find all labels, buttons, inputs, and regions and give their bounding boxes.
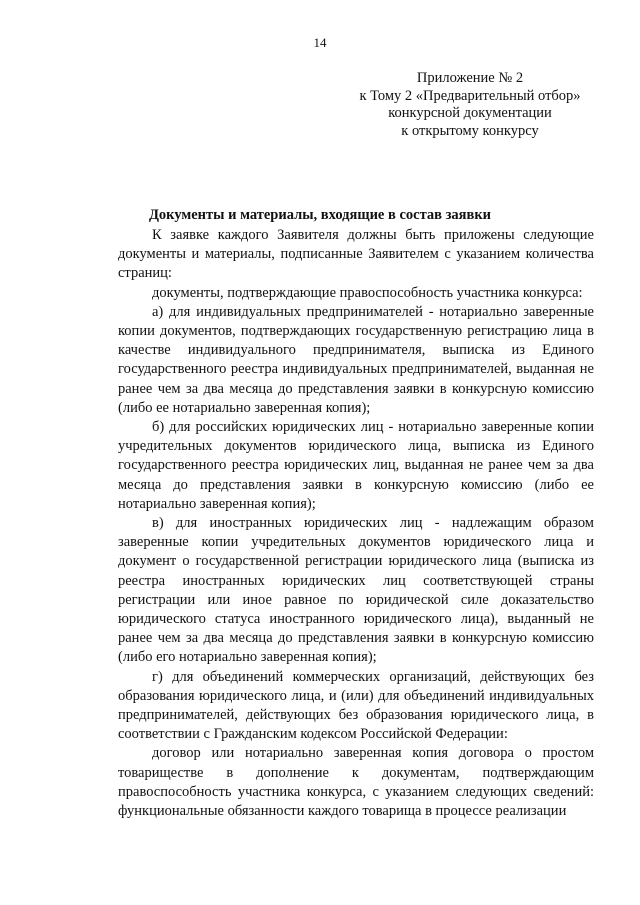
paragraph-intro: К заявке каждого Заявителя должны быть приложены следующие документы и материалы, подписанные Заявителем с указанием количества страниц: xyxy=(118,227,594,282)
page-number: 14 xyxy=(313,35,327,50)
appendix-line-3: конкурсной документации xyxy=(388,105,552,121)
paragraph-legal-capacity: документы, подтверждающие правоспособность участника конкурса: xyxy=(152,284,583,301)
paragraph-item-b: б) для российских юридических лиц - нотариально заверенные копии учредительных документов юридического лица, выписка из Единого государственного реестра юридических лиц, выданная не ранее чем за два месяца до представления заявки в конкурсную комиссию (либо ее нотариально заверенная копия); xyxy=(118,419,594,512)
appendix-header xyxy=(340,70,600,140)
document-body xyxy=(118,226,594,821)
appendix-line-4: к открытому конкурсу xyxy=(401,122,539,139)
appendix-line-1: Приложение № 2 xyxy=(416,70,524,86)
paragraph-item-a: а) для индивидуальных предпринимателей - нотариально заверенные копии документов, подтверждающих государственную регистрацию лица в качестве индивидуального предпринимателя, выписка из Единого государственного реестра индивидуальных предпринимателей, выданная не ранее чем за два месяца до представления заявки в конкурсную комиссию (либо ее нотариально заверенная копия); xyxy=(118,303,594,416)
paragraph-item-g: г) для объединений коммерческих организаций, действующих без образования юридического лица, и (или) для объединений индивидуальных предпринимателей, действующих без образования юридического лица, в соответствии с Гражданским кодексом Российской Федерации: xyxy=(118,668,594,743)
appendix-line-2: к Тому 2 «Предварительный отбор» xyxy=(359,87,581,104)
document-title: Документы и материалы, входящие в состав заявки xyxy=(148,207,492,223)
paragraph-item-v: в) для иностранных юридических лиц - надлежащим образом заверенные копии учредительных документов юридического лица и документ о государственной регистрации юридического лица (выписка из реестра иностранных юридических лиц соответствующей страны регистрации или иное равное по юридической силе доказательство юридического статуса иностранного юридического лица), выданный не ранее чем за два месяца до представления заявки в конкурсную комиссию (либо его нотариально заверенная копия); xyxy=(118,515,594,666)
paragraph-partnership-agreement: договор или нотариально заверенная копия договора о простом товариществе в дополнение к документам, подтверждающим правоспособность участника конкурса, с указанием следующих сведений: функциональные обязанности каждого товарища в процессе реализации xyxy=(118,745,594,820)
